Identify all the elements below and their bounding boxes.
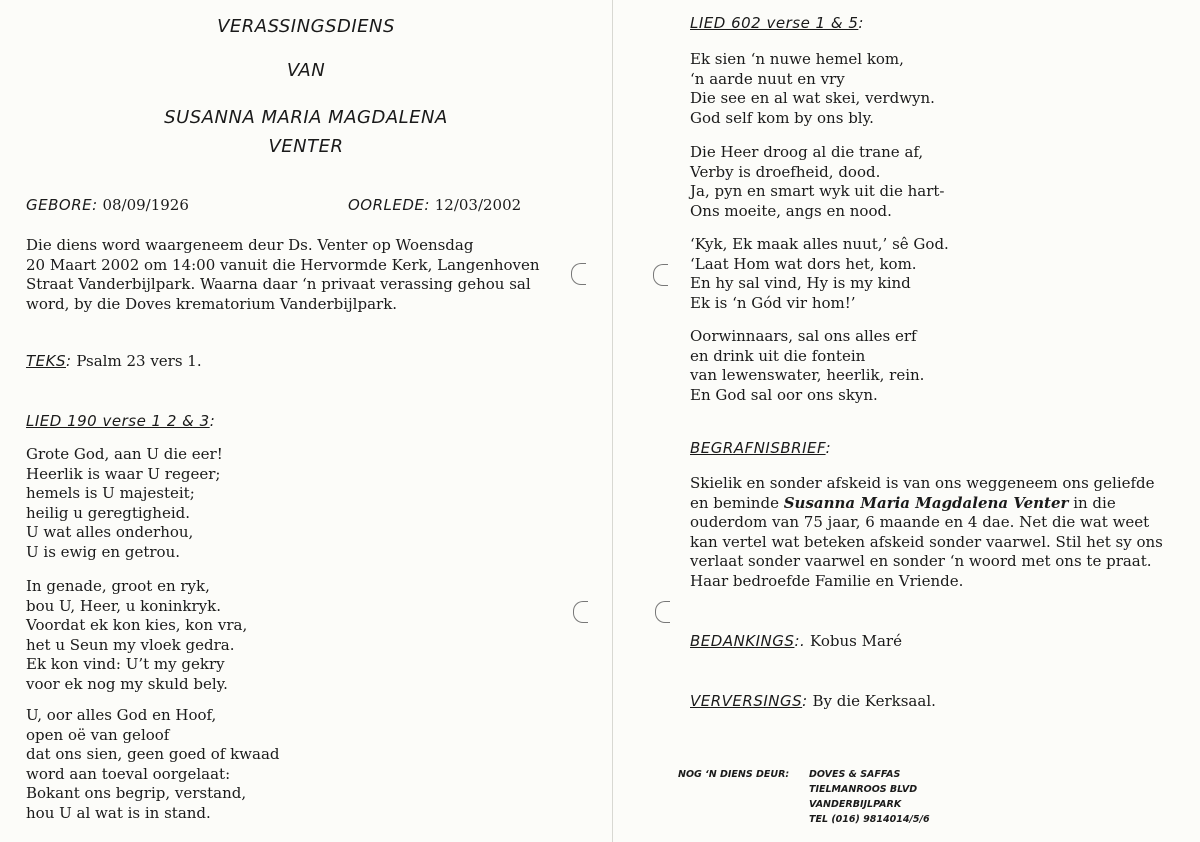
undertaker-street: TIELMANROOS BLVD [809,784,918,795]
lied602-stanza-2 [690,143,944,221]
footer-prefix: NOG ‘N DIENS DEUR: [678,769,790,780]
obituary-text: in die [1068,493,1116,512]
verse-line: Ek sien ‘n nuwe hemel kom, [690,50,904,68]
lied602-label: LIED 602 verse 1 & 5 [690,14,859,32]
verse-line: Verby is droefheid, dood. [690,162,881,181]
verse-line: ‘Kyk, Ek maak alles nuut,’ sê God. [690,235,949,253]
teks-colon: : [66,352,72,370]
lied602-stanza-4 [690,327,924,405]
verse-line: ‘Laat Hom wat dors het, kom. [690,254,917,273]
died-value: 12/03/2002 [434,196,522,214]
born-label: GEBORE: [26,196,98,214]
lied602-heading [690,14,864,32]
begrafnisbrief-colon: : [825,439,832,457]
obituary-line: Haar bedroefde Familie en Vriende. [690,571,964,590]
punch-hole-icon [653,264,668,286]
bedankings-label: BEDANKINGS [690,632,795,650]
title-van: VAN [286,60,326,81]
verse-line: En God sal oor ons skyn. [690,385,878,404]
lied190-stanza-3 [26,706,280,823]
verse-line: Heerlik is waar U regeer; [26,464,221,483]
verse-line: van lewenswater, heerlik, rein. [690,366,925,384]
lied602-stanza-1 [690,50,935,128]
verse-line: dat ons sien, geen goed of kwaad [26,745,280,763]
service-line: Straat Vanderbijlpark. Waarna daar ‘n privaat verassing gehou sal [26,275,531,293]
service-line: 20 Maart 2002 om 14:00 vanuit die Hervormde Kerk, Langenhoven [26,255,540,274]
verse-line: God self kom by ons bly. [690,108,874,127]
lied190-label: LIED 190 verse 1 2 & 3 [26,412,210,430]
verse-line: voor ek nog my skuld bely. [26,674,228,693]
verse-line: bou U, Heer, u koninkryk. [26,596,222,615]
verse-line: Ons moeite, angs en nood. [690,201,892,220]
verse-line: In genade, groot en ryk, [26,577,210,595]
service-paragraph [26,236,540,314]
verse-line: U is ewig en getrou. [26,542,180,561]
service-line: word, by die Doves krematorium Vanderbijlpark. [26,294,398,313]
verse-line: Ek kon vind: U’t my gekry [26,655,225,673]
lied602-colon: : [858,14,864,32]
died-label: OORLEDE: [348,196,430,214]
undertaker-phone: TEL (016) 9814014/5/6 [809,814,930,825]
bedankings-value: Kobus Maré [810,632,902,650]
lied190-stanza-1 [26,445,223,562]
lied602-stanza-3 [690,235,949,313]
verse-line: open oë van geloof [26,725,170,744]
teks-label: TEKS [26,352,66,370]
verse-line: Grote God, aan U die eer! [26,445,223,463]
verse-line: Voordat ek kon kies, kon vra, [26,616,248,634]
verse-line: word aan toeval oorgelaat: [26,764,231,783]
verversings-colon: : [802,692,808,710]
obituary-line: verlaat sonder vaarwel en sonder ‘n woord met ons te praat. [690,552,1152,570]
undertaker-city: VANDERBIJLPARK [809,799,902,810]
verse-line: U, oor alles God en Hoof, [26,706,217,724]
verse-line: heilig u geregtigheid. [26,503,190,522]
verversings-label: VERVERSINGS [690,692,803,710]
verse-line: Bokant ons begrip, verstand, [26,784,247,802]
verse-line: Die Heer droog al die trane af, [690,143,924,161]
verse-line: hou U al wat is in stand. [26,803,211,822]
verversings-value: By die Kerksaal. [812,692,936,710]
undertaker-block [809,767,930,827]
obituary-line [690,494,1163,514]
lied190-colon: : [209,412,216,430]
died-date [348,196,521,214]
page-fold-line [612,0,613,842]
begrafnisbrief-heading [690,439,831,457]
deceased-surname: VENTER [268,136,344,157]
begrafnisbrief-label: BEGRAFNISBRIEF [690,439,826,457]
verse-line: Oorwinnaars, sal ons alles erf [690,327,917,345]
lied190-stanza-2 [26,577,247,694]
lied190-heading [26,412,215,430]
obituary-line: Skielik en sonder afskeid is van ons weggeneem ons geliefde [690,474,1155,492]
born-value: 08/09/1926 [102,196,189,214]
teks-section [26,352,202,370]
teks-value: Psalm 23 vers 1. [76,352,202,370]
verse-line: Die see en al wat skei, verdwyn. [690,89,935,107]
service-line: Die diens word waargeneem deur Ds. Venter op Woensdag [26,236,474,254]
title-heading: VERASSINGSDIENS [217,16,395,37]
punch-hole-icon [655,601,670,623]
born-date [26,196,189,214]
obituary-line: kan vertel wat beteken afskeid sonder vaarwel. Stil het sy ons [690,532,1163,551]
verse-line: het u Seun my vloek gedra. [26,635,235,654]
verse-line: ‘n aarde nuut en vry [690,69,845,88]
bedankings-section [690,632,902,650]
verse-line: Ja, pyn en smart wyk uit die hart- [690,182,945,200]
obituary-name: Susanna Maria Magdalena Venter [783,493,1069,512]
obituary-line: ouderdom van 75 jaar, 6 maande en 4 dae. Net die wat weet [690,513,1150,531]
obituary-text: en beminde [690,493,784,512]
verse-line: hemels is U majesteit; [26,484,195,502]
verse-line: En hy sal vind, Hy is my kind [690,274,911,292]
punch-hole-icon [573,601,588,623]
undertaker-name: DOVES & SAFFAS [809,769,901,780]
verse-line: Ek is ‘n Gód vir hom!’ [690,293,856,312]
deceased-name: SUSANNA MARIA MAGDALENA [164,107,448,128]
punch-hole-icon [571,263,586,285]
verse-line: U wat alles onderhou, [26,523,194,541]
verse-line: en drink uit die fontein [690,346,866,365]
bedankings-colon: :. [794,632,806,650]
verversings-section [690,692,936,710]
obituary-paragraph [690,474,1163,591]
